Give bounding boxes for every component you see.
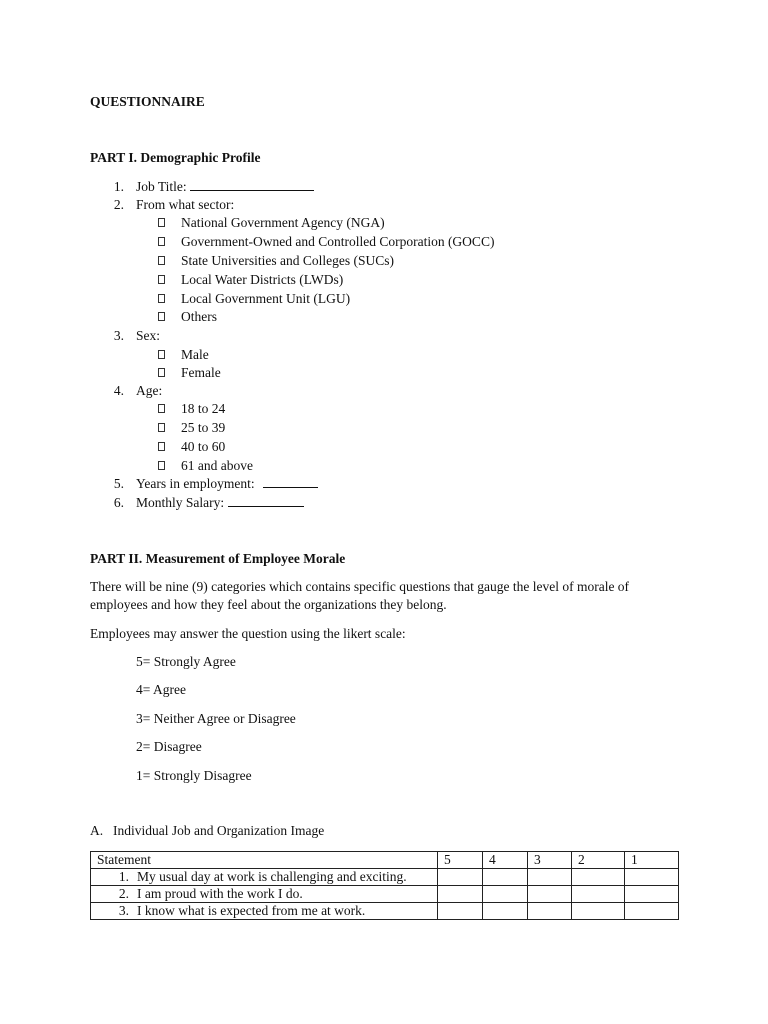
item-number: 5. xyxy=(113,476,124,491)
age-label: Age: xyxy=(136,383,163,398)
item-number: 4. xyxy=(113,383,124,398)
sex-option: Male xyxy=(181,347,209,362)
empty-checkbox-icon[interactable] xyxy=(158,350,165,359)
item-number: 3. xyxy=(113,328,124,343)
likert-table xyxy=(90,851,679,920)
age-option: 25 to 39 xyxy=(181,420,226,435)
empty-checkbox-icon[interactable] xyxy=(158,461,165,470)
empty-checkbox-icon[interactable] xyxy=(158,256,165,265)
likert-intro: Employees may answer the question using the likert scale: xyxy=(90,626,406,641)
rating-cell[interactable] xyxy=(483,903,528,920)
rating-cell[interactable] xyxy=(528,869,572,886)
table-row xyxy=(91,903,679,920)
statement-text: I know what is expected from me at work. xyxy=(137,903,366,918)
statement-number: 3. xyxy=(118,903,129,918)
monthly-salary-blank[interactable] xyxy=(228,496,304,507)
rating-cell[interactable] xyxy=(528,903,572,920)
table-row xyxy=(91,886,679,903)
sector-option: Government-Owned and Controlled Corporation (GOCC) xyxy=(181,234,495,249)
item-number: 1. xyxy=(113,179,124,194)
job-title-blank[interactable] xyxy=(190,180,314,191)
statement-cell xyxy=(91,886,438,903)
rating-cell[interactable] xyxy=(483,869,528,886)
likert-scale-item: 1= Strongly Disagree xyxy=(136,768,252,783)
section-a-title: Individual Job and Organization Image xyxy=(113,823,325,838)
sex-label: Sex: xyxy=(136,328,161,343)
years-employment-blank[interactable] xyxy=(263,477,318,488)
item-number: 6. xyxy=(113,495,124,510)
rating-cell[interactable] xyxy=(438,869,483,886)
part2-heading: PART II. Measurement of Employee Morale xyxy=(90,551,346,566)
rating-cell[interactable] xyxy=(438,886,483,903)
section-a-letter: A. xyxy=(90,823,104,838)
item-number: 2. xyxy=(113,197,124,212)
empty-checkbox-icon[interactable] xyxy=(158,368,165,377)
statement-text: My usual day at work is challenging and exciting. xyxy=(137,869,407,884)
age-option: 61 and above xyxy=(181,458,253,473)
rating-cell[interactable] xyxy=(625,903,679,920)
sector-option: Others xyxy=(181,309,217,324)
sex-option: Female xyxy=(181,365,221,380)
rating-cell[interactable] xyxy=(572,903,625,920)
column-header: 1 xyxy=(625,852,679,869)
empty-checkbox-icon[interactable] xyxy=(158,404,165,413)
document-title: QUESTIONNAIRE xyxy=(90,94,205,109)
age-option: 40 to 60 xyxy=(181,439,226,454)
sector-label: From what sector: xyxy=(136,197,235,212)
statement-text: I am proud with the work I do. xyxy=(137,886,303,901)
empty-checkbox-icon[interactable] xyxy=(158,442,165,451)
column-header: Statement xyxy=(91,852,438,869)
rating-cell[interactable] xyxy=(528,886,572,903)
likert-scale-item: 3= Neither Agree or Disagree xyxy=(136,711,296,726)
table-row xyxy=(91,869,679,886)
sector-option: National Government Agency (NGA) xyxy=(181,215,385,230)
sector-option: Local Government Unit (LGU) xyxy=(181,291,351,306)
column-header: 3 xyxy=(528,852,572,869)
job-title-item xyxy=(136,179,314,195)
rating-cell[interactable] xyxy=(483,886,528,903)
empty-checkbox-icon[interactable] xyxy=(158,275,165,284)
part2-intro-line1: There will be nine (9) categories which contains specific questions that gauge the level of morale of xyxy=(90,579,630,594)
rating-cell[interactable] xyxy=(438,903,483,920)
sector-option: State Universities and Colleges (SUCs) xyxy=(181,253,394,268)
rating-cell[interactable] xyxy=(572,886,625,903)
table-header-row xyxy=(91,852,679,869)
statement-cell xyxy=(91,903,438,920)
empty-checkbox-icon[interactable] xyxy=(158,237,165,246)
sector-option: Local Water Districts (LWDs) xyxy=(181,272,344,287)
part1-heading: PART I. Demographic Profile xyxy=(90,150,261,165)
statement-number: 1. xyxy=(118,869,129,884)
statement-cell xyxy=(91,869,438,886)
column-header: 2 xyxy=(572,852,625,869)
rating-cell[interactable] xyxy=(625,886,679,903)
part2-intro-line2: employees and how they feel about the organizations they belong. xyxy=(90,597,447,612)
likert-scale-item: 2= Disagree xyxy=(136,739,202,754)
age-option: 18 to 24 xyxy=(181,401,226,416)
rating-cell[interactable] xyxy=(572,869,625,886)
likert-scale-item: 5= Strongly Agree xyxy=(136,654,236,669)
empty-checkbox-icon[interactable] xyxy=(158,312,165,321)
job-title-label: Job Title: xyxy=(136,179,187,194)
statement-number: 2. xyxy=(118,886,129,901)
monthly-salary-label: Monthly Salary: xyxy=(136,495,225,510)
column-header: 4 xyxy=(483,852,528,869)
empty-checkbox-icon[interactable] xyxy=(158,294,165,303)
empty-checkbox-icon[interactable] xyxy=(158,218,165,227)
column-header: 5 xyxy=(438,852,483,869)
years-employment-label: Years in employment: xyxy=(136,476,255,491)
likert-scale-item: 4= Agree xyxy=(136,682,186,697)
years-employment-item xyxy=(136,476,318,492)
monthly-salary-item xyxy=(136,495,304,511)
empty-checkbox-icon[interactable] xyxy=(158,423,165,432)
rating-cell[interactable] xyxy=(625,869,679,886)
